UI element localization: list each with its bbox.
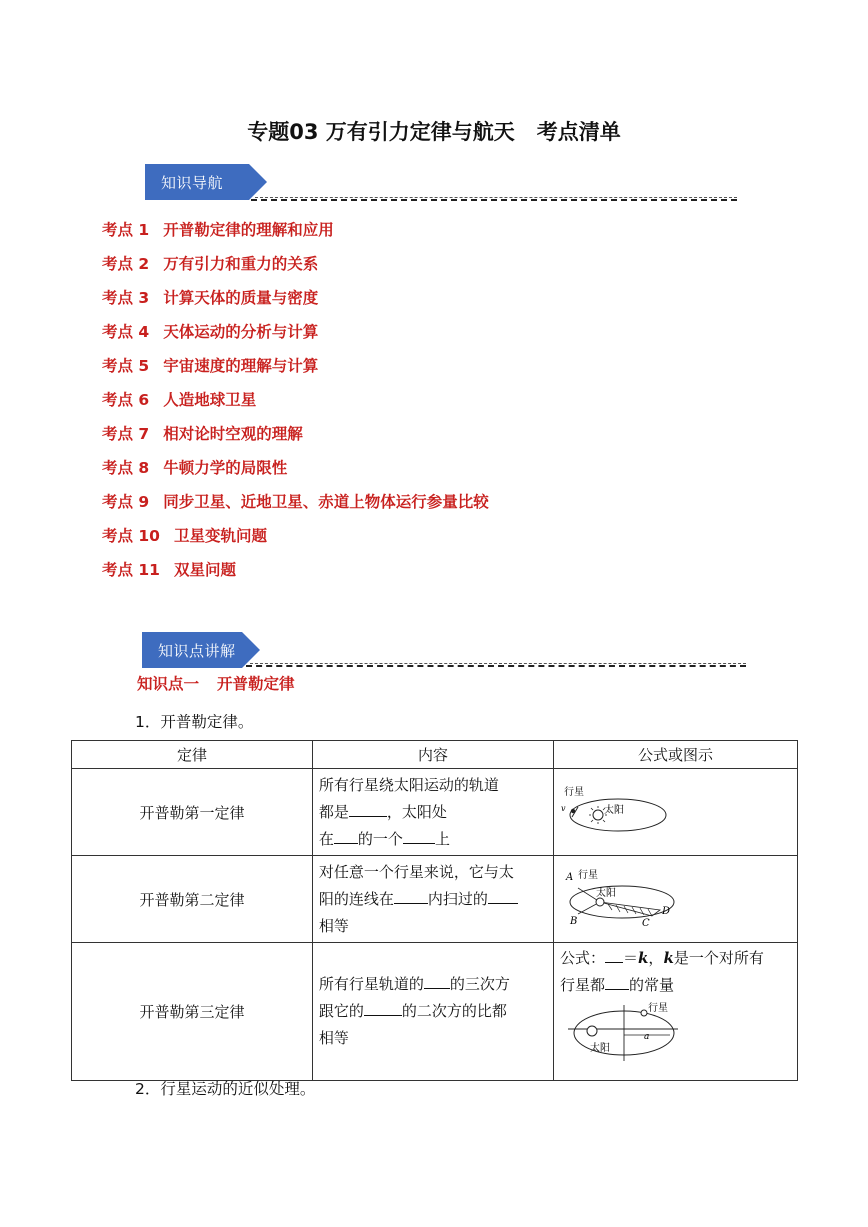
ellipse-orbit-diagram: [560, 771, 790, 849]
page-title: [0, 116, 868, 146]
law-name: 开普勒第二定律: [72, 856, 313, 943]
nav-section-header: [145, 164, 745, 200]
section-divider-thin: [250, 663, 746, 664]
knowledge-point-heading: 知识点一 开普勒定律: [137, 675, 295, 693]
list-item[interactable]: 考点 7 相对论时空观的理解: [102, 425, 303, 443]
fill-blank[interactable]: [424, 972, 450, 989]
svg-text:D: D: [661, 906, 671, 917]
fill-blank[interactable]: [364, 999, 402, 1016]
law3-diagram-cell: [553, 943, 797, 1081]
kaodian-list: [102, 217, 489, 591]
fill-blank[interactable]: [349, 800, 387, 817]
title-sub: 考点清单: [536, 120, 621, 144]
list-item[interactable]: 考点 6 人造地球卫星: [102, 391, 257, 409]
planet-label: 行星: [577, 870, 598, 881]
header-formula: 公式或图示: [553, 741, 797, 769]
explain-section-label: 知识点讲解: [158, 642, 236, 660]
kepler-laws-table: [71, 740, 798, 1081]
title-main: 专题03 万有引力定律与航天: [247, 120, 515, 144]
table-header-row: [72, 741, 798, 769]
table-row: [72, 856, 798, 943]
list-item[interactable]: 考点 5 宇宙速度的理解与计算: [102, 357, 319, 375]
fill-blank[interactable]: [403, 827, 435, 844]
svg-text:a: a: [643, 1032, 650, 1042]
law-name: 开普勒第一定律: [72, 769, 313, 856]
section-divider: [246, 665, 746, 667]
explain-section-header: [142, 632, 752, 668]
fill-blank[interactable]: [394, 887, 428, 904]
law-name: 开普勒第三定律: [72, 943, 313, 1081]
list-item[interactable]: 考点 2 万有引力和重力的关系: [102, 255, 319, 273]
law1-diagram-cell: [553, 769, 797, 856]
section-divider-thin: [255, 197, 737, 198]
list-item[interactable]: 考点 10 卫星变轨问题: [102, 527, 267, 545]
svg-text:B: B: [569, 916, 578, 927]
planet-label: 行星: [563, 787, 584, 798]
fill-blank[interactable]: [488, 887, 518, 904]
nav-section-label: 知识导航: [161, 174, 224, 192]
header-content: 内容: [312, 741, 553, 769]
list-item[interactable]: 考点 9 同步卫星、近地卫星、赤道上物体运行参量比较: [102, 493, 489, 511]
fill-blank[interactable]: [334, 827, 358, 844]
law-content: 对任意一个行星来说，它与太 阳的连线在 内扫过的 相等: [312, 856, 553, 943]
third-law-diagram: [560, 999, 790, 1067]
sun-label: 太阳: [603, 805, 624, 816]
list-item[interactable]: 考点 11 双星问题: [102, 561, 236, 579]
law-content: 所有行星绕太阳运动的轨道 都是 ，太阳处 在 的一个 上: [312, 769, 553, 856]
law-content: 所有行星轨道的 的三次方 跟它的 的二次方的比都 相等: [312, 943, 553, 1081]
section-divider: [251, 199, 737, 201]
list-item[interactable]: 考点 4 天体运动的分析与计算: [102, 323, 319, 341]
law2-diagram-cell: [553, 856, 797, 943]
header-law: 定律: [72, 741, 313, 769]
fill-blank[interactable]: [605, 973, 629, 990]
list-item[interactable]: 考点 1 开普勒定律的理解和应用: [102, 221, 334, 239]
svg-text:C: C: [641, 918, 650, 929]
svg-text:A: A: [565, 872, 574, 883]
area-law-diagram: [560, 858, 790, 936]
table-row: [72, 943, 798, 1081]
formula-line: 公式： ＝k，k是一个对所有: [560, 945, 791, 972]
fill-blank[interactable]: [605, 946, 623, 963]
formula-line: 行星都 的常量: [560, 972, 791, 999]
table-row: [72, 769, 798, 856]
svg-text:v: v: [560, 804, 566, 813]
paragraph: 2．行星运动的近似处理。: [135, 1080, 316, 1098]
planet-label: 行星: [647, 1003, 668, 1014]
sun-label: 太阳: [589, 1043, 610, 1054]
sun-label: 太阳: [595, 888, 616, 899]
list-item[interactable]: 考点 8 牛顿力学的局限性: [102, 459, 288, 477]
list-item[interactable]: 考点 3 计算天体的质量与密度: [102, 289, 319, 307]
paragraph: 1．开普勒定律。: [135, 713, 254, 731]
